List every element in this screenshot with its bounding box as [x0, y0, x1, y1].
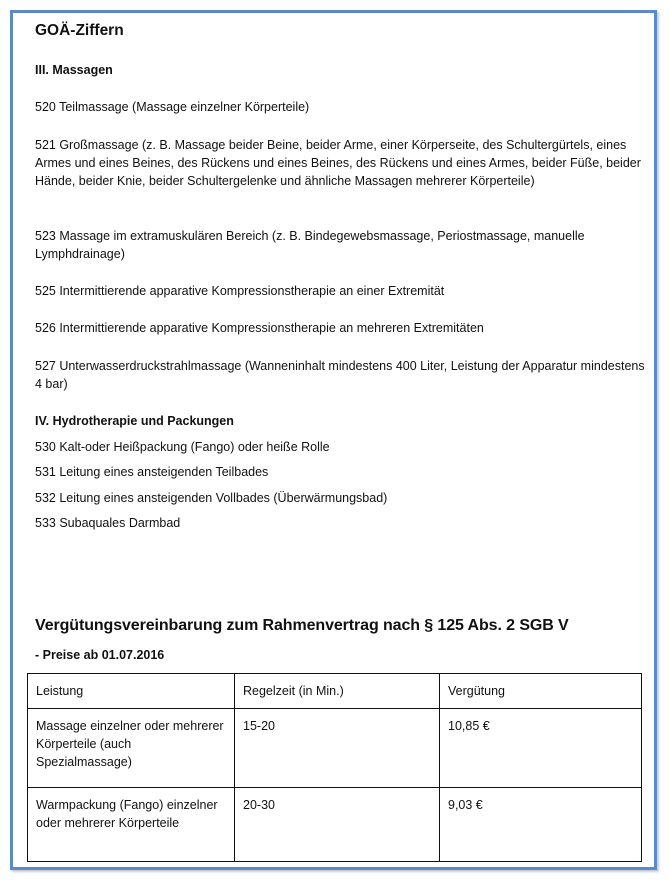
goae-item-533: 533 Subaquales Darmbad: [35, 516, 181, 530]
verguetung-subtitle: - Preise ab 01.07.2016: [35, 648, 165, 662]
section-heading-hydrotherapie: IV. Hydrotherapie und Packungen: [35, 414, 234, 428]
goae-item-530: 530 Kalt-oder Heißpackung (Fango) oder heiße Rolle: [35, 440, 330, 454]
cell-leistung: Massage einzelner oder mehrerer Körperteile (auch Spezialmassage): [28, 709, 235, 788]
section-heading-massagen: III. Massagen: [35, 63, 113, 77]
cell-verguetung: 10,85 €: [440, 709, 642, 788]
header-leistung: Leistung: [28, 674, 235, 709]
goae-item-525: 525 Intermittierende apparative Kompressionstherapie an einer Extremität: [35, 284, 445, 298]
goae-item-520: 520 Teilmassage (Massage einzelner Körperteile): [35, 100, 310, 114]
cell-regelzeit: 20-30: [235, 788, 440, 862]
goae-item-532: 532 Leitung eines ansteigenden Vollbades (Überwärmungsbad): [35, 491, 388, 505]
verguetung-title: Vergütungsvereinbarung zum Rahmenvertrag nach § 125 Abs. 2 SGB V: [35, 617, 569, 634]
table-row: [28, 788, 642, 862]
goae-title: GOÄ-Ziffern: [35, 22, 124, 39]
goae-item-523: 523 Massage im extramuskulären Bereich (z. B. Bindegewebsmassage, Periostmassage, manuelle Lymphdrainage): [35, 229, 585, 261]
header-verguetung: Vergütung: [440, 674, 642, 709]
table-header-row: [28, 674, 642, 709]
cell-verguetung: 9,03 €: [440, 788, 642, 862]
cell-leistung: Warmpackung (Fango) einzelner oder mehrerer Körperteile: [28, 788, 235, 862]
table-row: [28, 709, 642, 788]
goae-item-526: 526 Intermittierende apparative Kompressionstherapie an mehreren Extremitäten: [35, 321, 484, 335]
goae-item-531: 531 Leitung eines ansteigenden Teilbades: [35, 465, 269, 479]
goae-item-527: 527 Unterwasserdruckstrahlmassage (Wanneninhalt mindestens 400 Liter, Leistung der Apparatur mindestens 4 bar): [35, 359, 645, 391]
cell-regelzeit: 15-20: [235, 709, 440, 788]
price-table: [27, 673, 642, 862]
header-regelzeit: Regelzeit (in Min.): [235, 674, 440, 709]
goae-item-521: 521 Großmassage (z. B. Massage beider Beine, beider Arme, einer Körperseite, des Schultergürtels, eines Armes und eines Beines, des Rückens und eines Beines, des Rückens und eines Armes, beider Füße, beider Hände, beider Knie, beider Schultergelenke und ähnliche Massagen mehrerer Körperteile): [35, 138, 641, 188]
